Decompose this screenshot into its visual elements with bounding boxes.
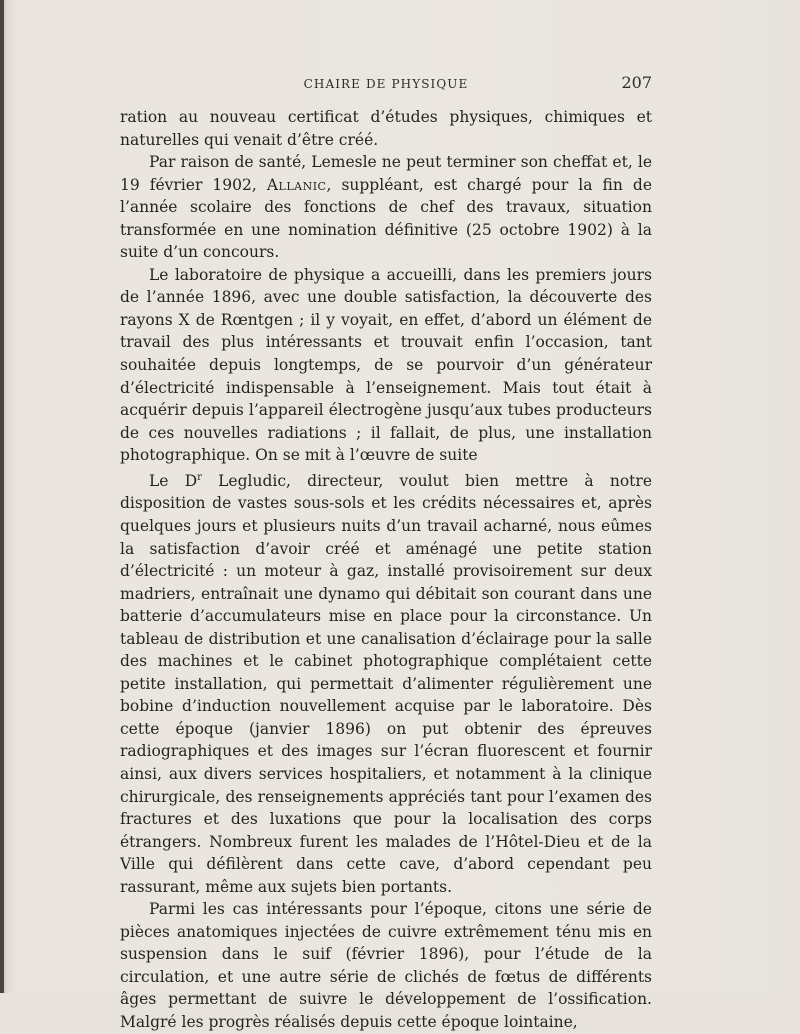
paragraph-legludic	[120, 467, 652, 899]
paragraph-cas-interessants: Parmi les cas intéressants pour l’époque, citons une série de pièces anatomiques injectées de cuivre extrêmement ténu mis en suspension dans le suif (février 1896), pour l’étude de la circulation, et une autre série de clichés de fœtus de différents âges permettant de suivre le développement de l’ossification. Malgré les progrès réalisés depuis cette époque lointaine,	[120, 900, 652, 1032]
page-body	[120, 106, 652, 1034]
paragraph-allanic	[120, 151, 652, 264]
page-header	[120, 73, 652, 97]
page-number: 207	[621, 73, 652, 92]
paragraph-text-before: Par raison de santé, Lemesle ne peut terminer son cheffat et, le 19 février 1902,	[120, 153, 652, 194]
superscript-r: r	[197, 471, 202, 483]
page-binding-edge	[0, 0, 4, 993]
paragraph-text-after: Legludic, directeur, voulut bien mettre à notre disposition de vastes sous-sols et les crédits nécessaires et, après quelques jours et plusieurs nuits d’un travail acharné, nous eûmes la satisfaction d’avoir créé et aménagé une petite station d’électricité : un moteur à gaz, installé provisoirement sur deux madriers, entraînait une dynamo qui débitait son courant dans une batterie d’accumulateurs mise en place pour la circonstance. Un tableau de distribution et une canalisation d’éclairage pour la salle des machines et le cabinet photographique complétaient cette petite installation, qui permettait d’alimenter régulièrement une bobine d’induction nouvellement acquise par le laboratoire. Dès cette époque (janvier 1896) on put obtenir des épreuves radiographiques et des images sur l’écran fluorescent et fournir ainsi, aux divers services hospitaliers, et notamment à la clinique chirurgicale, des renseignements appréciés tant pour l’examen des fractures et des luxations que pour la localisation des corps étrangers. Nombreux furent les malades de l’Hôtel-Dieu et de la Ville qui défilèrent dans cette cave, d’abord cependant peu rassurant, même aux sujets bien portants.	[120, 471, 652, 896]
paragraph-continuation: ration au nouveau certificat d’études physiques, chimiques et naturelles qui venait d’être créé.	[120, 108, 652, 149]
paragraph-text-before: Le D	[149, 471, 198, 490]
person-name-allanic: Allanic	[266, 175, 327, 194]
running-title: CHAIRE DE PHYSIQUE	[303, 77, 469, 91]
paragraph-rayons-x: Le laboratoire de physique a accueilli, dans les premiers jours de l’année 1896, avec une double satisfaction, la découverte des rayons X de Rœntgen ; il y voyait, en effet, d’abord un élément de travail des plus intéressants et trouvait enfin l’occasion, tant souhaitée depuis longtemps, de se pourvoir d’un générateur d’électricité indispensable à l’enseignement. Mais tout était à acquérir depuis l’appareil électrogène jusqu’aux tubes producteurs de ces nouvelles radiations ; il fallait, de plus, une installation photographique. On se mit à l’œuvre de suite	[120, 265, 652, 465]
paragraph-text-after: , suppléant, est chargé pour la fin de l’année scolaire des fonctions de chef des travaux, situation transformée en une nomination définitive (25 octobre 1902) à la suite d’un concours.	[120, 175, 653, 262]
